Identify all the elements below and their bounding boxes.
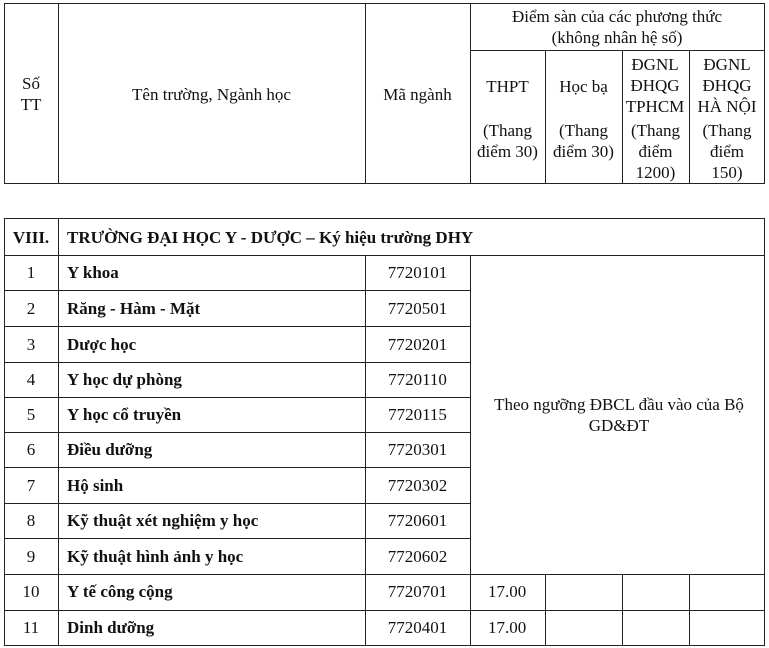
row-stt: 2 [26,299,36,318]
merged-threshold-note: Theo ngưỡng ĐBCL đầu vào của Bộ GD&ĐT [494,395,744,435]
header-method-hocba: Học bạ [559,77,608,96]
row-stt: 11 [22,618,40,637]
row-stt: 5 [26,405,36,424]
row-stt: 10 [22,582,40,601]
header-method-thpt: THPT [486,77,529,96]
header-scale-dgnl-hcm: (Thang điểm 1200) [630,121,681,182]
header-stt: Số TT [20,74,42,114]
header-code: Mã ngành [383,85,452,104]
row-stt: 1 [26,263,36,282]
row-major: Hộ sinh [67,476,124,495]
row-major: Y học dự phòng [67,370,182,389]
row-major: Kỹ thuật hình ảnh y học [67,547,244,566]
header-scale-hocba: (Thang điểm 30) [553,121,614,161]
header-school-major: Tên trường, Ngành học [132,85,291,104]
row-thpt-score: 17.00 [488,618,527,637]
row-stt: 3 [26,335,36,354]
row-code: 7720110 [388,370,447,389]
row-code: 7720302 [387,476,448,495]
section-title: TRƯỜNG ĐẠI HỌC Y - DƯỢC – Ký hiệu trường DHY [67,228,474,247]
row-major: Điều dưỡng [67,440,153,459]
row-major: Dinh dưỡng [67,618,155,637]
header-method-dgnl-hn: ĐGNL ĐHQG HÀ NỘI [697,55,757,116]
row-stt: 8 [26,511,36,530]
row-code: 7720101 [387,263,448,282]
row-stt: 7 [26,476,36,495]
header-scale-dgnl-hn: (Thang điểm 150) [702,121,752,182]
row-code: 7720401 [387,618,448,637]
row-major: Răng - Hàm - Mặt [67,299,201,318]
row-major: Y khoa [67,263,119,282]
row-stt: 9 [26,547,36,566]
row-thpt-score: 17.00 [488,582,527,601]
row-code: 7720701 [387,582,448,601]
row-code: 7720301 [387,440,448,459]
row-code: 7720115 [388,405,447,424]
row-major: Dược học [67,335,137,354]
row-major: Y học cổ truyền [67,405,182,424]
row-stt: 6 [26,440,36,459]
header-method-dgnl-hcm: ĐGNL ĐHQG TPHCM [625,55,685,116]
row-code: 7720601 [387,511,448,530]
header-floor-title: Điểm sàn của các phương thức (không nhân hệ số) [511,7,723,47]
row-major: Kỹ thuật xét nghiệm y học [67,511,259,530]
row-code: 7720602 [387,547,448,566]
section-index: VIII. [12,228,50,247]
header-scale-thpt: (Thang điểm 30) [477,121,538,161]
row-code: 7720201 [387,335,448,354]
row-stt: 4 [26,370,36,389]
row-major: Y tế công cộng [67,582,173,601]
row-code: 7720501 [387,299,448,318]
